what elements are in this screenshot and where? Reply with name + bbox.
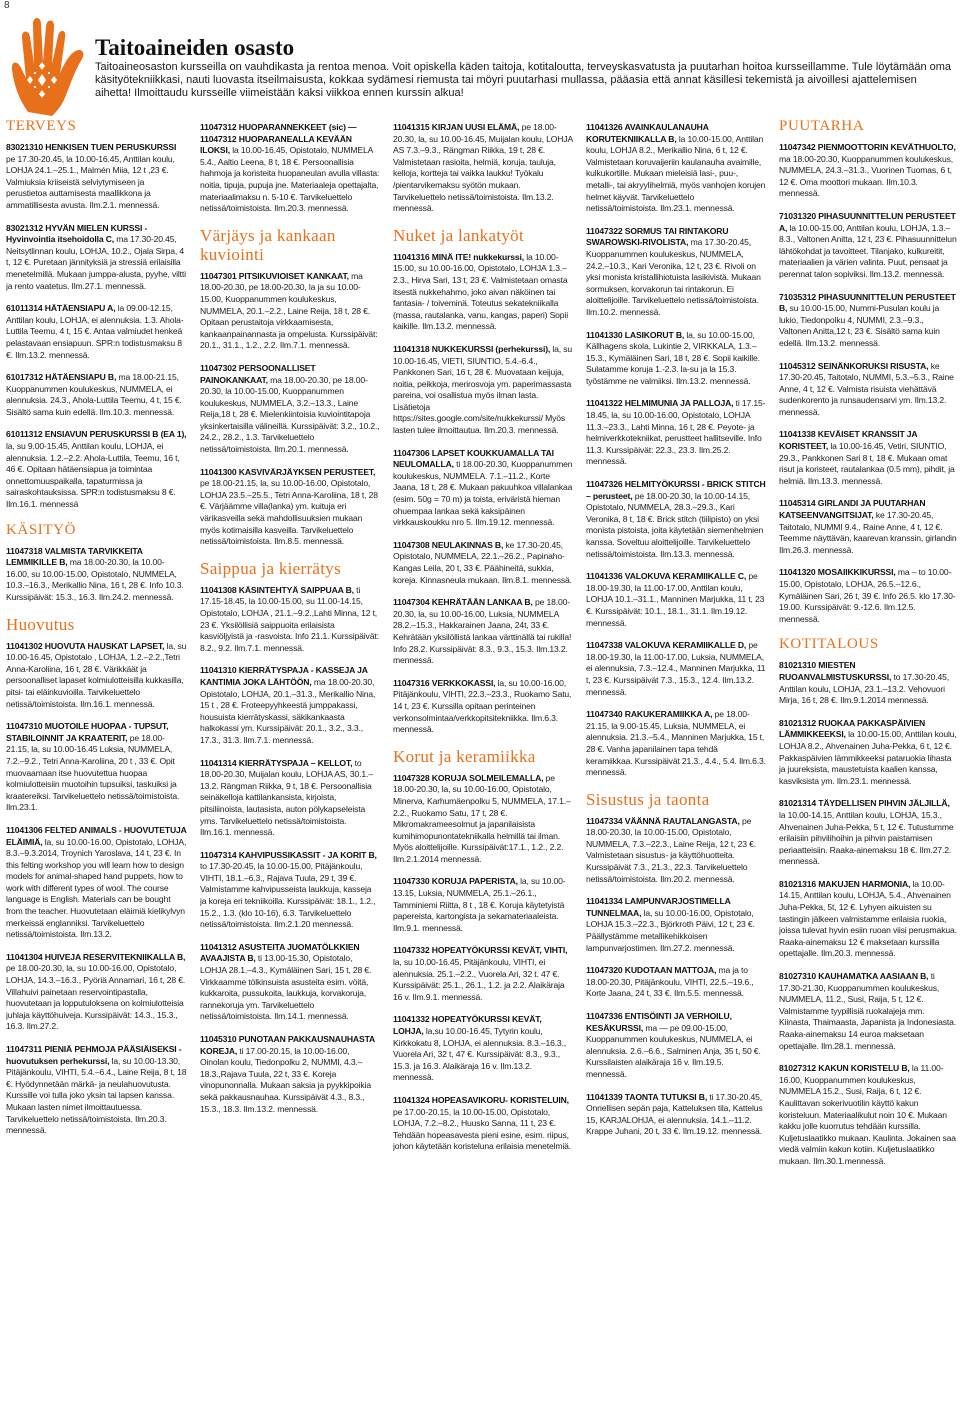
- course-details: la 10.00-16.45, Vetiri, SIUNTIO, 29.3., Pankkonen Sari 8 t, 18 €. Mukaan omat risut ja koristeet, rautalankaa (0.5 mm), pihdit, ja helmiä. Ilm.13.3. mennessä.: [779, 441, 955, 486]
- course-entry: [779, 718, 957, 788]
- course-title: 81027310 KAUHAMATKA AASIAAN B,: [779, 971, 929, 982]
- course-title: 11047330 KORUJA PAPERISTA,: [393, 876, 518, 887]
- course-details: ke 17.30-20.45, Taitotalo, NUMMI 9.4., Raine Anne, 4 t, 12 €. Teemme näyttävän, kaarevan kranssin, girlandin Ilm.26.3. mennessä.: [779, 510, 957, 555]
- course-details: ti 13.00-15.30, Opistotalo, LOHJA 28.1.–4.3., Kymäläinen Sari, 15 t, 28 €. Virkkaamme tölkinsuista asusteita esim. vöitä, kukkaroita, pussukoita, laukkuja, korvakoruja, rannekoruja ym. Tarvikeluettelo netissä/toimistoista. Ilm.14.1. mennessä.: [200, 953, 372, 1022]
- course-title: 11047310 MUOTOILE HUOPAA - TUPSUT, STABILOINNIT JA KRAATERIT,: [6, 721, 169, 743]
- course-entry: [6, 641, 187, 711]
- course-entry: [393, 344, 573, 437]
- course-details: la, su 10.00-16.45, Pitäjänkoulu, VIHTI, ei alennuksia. 25.1.–2.2., Vuorela Ari, 32 t. 47 €. Kurssipäivät: 25.1., 26.1., 1.2. ja 2.2. Alaikäraja 16 v. Ilm.9.1. mennessä.: [393, 957, 565, 1002]
- course-entry: [200, 271, 380, 352]
- course-title: 11041320 MOSAIIKKIKURSSI,: [779, 567, 896, 578]
- section-heading: KOTITALOUS: [779, 636, 879, 653]
- course-title: 11041334 LAMPUNVARJOSTIMELLA TUNNELMAA,: [586, 896, 731, 918]
- course-title: 11041306 FELTED ANIMALS - HUOVUTETUJA ELÄIMIÄ,: [6, 824, 187, 847]
- page-title: Taitoaineiden osasto: [95, 35, 295, 60]
- course-title: 11047338 VALOKUVA KERAMIIKALLE D,: [586, 640, 747, 651]
- course-entry: [586, 1092, 766, 1138]
- course-details: ma 18.00-20.30, pe 18.00-20.30, la 10.00-15.00, Kuoppanummen koulukeskus, NUMMELA, 3.2.–13.3., Laine Reija,18 t, 28 €. Mielenkiintoisia kuviointitapoja yksinkertaisilla välineillä. Kurssipäivät: 3.2., 10.2., 24.2., 28.2., 1.3. Tarvikeluettelo netissä/toimistoista. Ilm.20.1. mennessä.: [200, 374, 380, 455]
- column-5: [779, 115, 957, 1425]
- section-heading: Korut ja keramiikka: [393, 746, 536, 766]
- course-details: la, su 9.00-15.45, Anttilan koulu, LOHJA, ei alennuksia. 1.2.–2.2. Ahola-Luttila, Teemu, 16 t, 46 €. Opitaan hätäensiapua ja toimintaa onnettomuuspaikalla, tapaturmissa ja sairaskohtauksissa. SPR:n todistusmaksu 8 €. Ilm.16.1. mennessä: [6, 441, 180, 510]
- course-entry: [200, 942, 380, 1023]
- column-4: [586, 122, 766, 1425]
- course-title: 11041330 LASIKORUT B,: [586, 329, 685, 340]
- course-title: 11047318 VALMISTA TARVIKKEITA LEMMIKILLE B,: [6, 545, 143, 568]
- course-entry: [586, 226, 766, 319]
- course-entry: [393, 945, 573, 1003]
- course-title: 11047332 HOPEATYÖKURSSI KEVÄT, VIHTI,: [393, 945, 568, 956]
- course-details: ma 17.30-20.45, Kuoppanummen koulukeskus, NUMMELA, 24.2.–10.3., Kari Veronika, 12 t, 23 €. Rivoli on yksi monista kristallihiotuista lasikivistä. Mukaan sormuksen, korvakorun tai rintakorun. Ei aloittelijoille. Tarvikeluettelo netissä/toimistoista. Ilm.10.2. mennessä.: [586, 237, 761, 317]
- course-title: 11047340 RAKUKERAMIIKKA A,: [586, 709, 713, 720]
- course-entry: [779, 971, 957, 1052]
- course-details: ke 17.30-20.45, Taitotalo, NUMMI, 5.3.–5.3., Raine Anne, 4 t, 12 €. Valmista risuista viehättävä sudenkorento ja runsaudensarvi ym. Ilm.13.2. mennessä.: [779, 360, 954, 417]
- section-heading: Värjäys ja kankaan kuviointi: [200, 225, 336, 264]
- course-details: to 17.30-20.45, Anttilan koulu, LOHJA, 23.1.–13.2. Vehovuori Mirja, 16 t, 28 €. Ilm.9.1.2014 mennessä.: [779, 671, 950, 706]
- course-details: ti 17.15-18.45, la, su 10.00-16.00, Opistotalo, LOHJA 11.3.–23.3., Lahti Minna, 16 t, 28 €. Peyote- ja helmiverkkotekniikat, perustteet hallitseville. Info 11.3. Kurssipäivät: 22.3., 23.3. Ilm.25.2. mennessä.: [586, 398, 766, 467]
- course-details: to 18.00-20.30, Muijalan koulu, LOHJA AS, 30.1.–13.2. Rängman Riikka, 9 t, 18 €. Persoonallisia seinäkelloja kattilankansista, kirjoista, pitsiliinoista, lautasista, auton pölykapseleista yms. Tarvikeluettelo netissä/toimistoista. Ilm.16.1. mennessä.: [200, 757, 373, 838]
- course-title: 83021312 HYVÄN MIELEN KURSSI - Hyvinvointia itsehoidolla C,: [6, 222, 148, 245]
- course-details: ma 18.00-20.30, la 10.00-16.00, su 10.00-15.00, Opistotalo, NUMMELA, 10.3.–16.3., Merikallio Nina, 16 t, 28 €. Info 10.3. Kurssipäivät: 15.3., 16.3. Ilm.24.2. mennessä.: [6, 557, 184, 602]
- course-entry: [779, 660, 957, 706]
- column-1: [6, 115, 187, 1425]
- course-details: la 09.00-12.15, Anttilan koulu, LOHJA, ei alennuksia. 1.3. Ahola-Luttila Teemu, 4 t, 15 €. Antaa valmiudet henkeä pelastavaan ensiapuun. SPR:n todistusmaksu 8 €. Ilm.13.2. mennessä.: [6, 303, 184, 360]
- course-entry: [586, 479, 766, 560]
- course-details: la, su 10.00-16.45, Opistotalo , LOHJA, 1.2.–2.2.,Tetri Anna-Karoliina, 16 t, 28 €. Värikkäät ja persoonalliset lapaset kolmiulotteisilla kukkasilla, pitsi- tai eläinkuvioilla. Tarvikeluettelo netissä/toimistoista. Ilm.16.1. mennessä.: [6, 640, 187, 709]
- course-title: 11041326 AVAINKAULANAUHA KORUTEKNIIKALLA B,: [586, 122, 709, 144]
- course-details: la 10.00-15.00, Anttilan koulu, LOHJA 8.2., Ahvenainen Juha-Pekka, 6 t, 12 €. Pakkaspäivien lämmikkeeksi pataruokia lihasta ja juureksista, maustetuista kaalien kanssa, kasviksista ym. Ilm.23.1. mennessä.: [779, 729, 957, 786]
- course-details: ti 17.30-21.30, Kuoppanummen koulukeskus, NUMMELA, 11.2., Susi, Raija, 5 t, 12 €. Valmistamme tyypillisiä ruokalajeja mm. Kiinasta, Thaimaasta, Japanista ja Indonesiasta. Raaka-ainemaksu 14 euroa maksetaan opettajalle. Ilm.28.1. mennessä.: [779, 971, 957, 1051]
- course-entry: [393, 876, 573, 934]
- course-entry: [586, 122, 766, 215]
- course-entry: [393, 540, 573, 586]
- course-details: pe 18.00-20.30, la 10.00-14.15, Opistotalo, NUMMELA, 28.3.–29.3., Kari Veronika, 8 t, 18 €. Brick stitch (tiilipisto) on yksi monista pistoista, joita käytetään siemenhelmien kanssa. Soveltuu aloittelijoille. Tarvikeluettelo netissä/toimistoista. Ilm.13.3. mennessä.: [586, 490, 764, 559]
- course-title: 11047328 KORUJA SOLMEILEMALLA,: [393, 772, 544, 783]
- course-details: ma 18.00-20.30, Opistotalo, LOHJA, 20.1.–31.3., Merikallio Nina, 15 t , 28 €. Froteepyyhkeestä jumppakassi, housuista kierrätyskassi, säkikankaasta halkokassi ym. Kurssipäivät: 20.1., 3.2., 3.3., 17.3., 31.3. Ilm.7.1. mennessä.: [200, 676, 376, 745]
- course-entry: [393, 448, 573, 529]
- course-title: 11047302 PERSOONALLISET PAINOKANKAAT,: [200, 362, 316, 385]
- course-details: ti 17.30-20.45, Onnellisen sepän paja, Katteluksen tila, Kattelus 15, KARJALOHJA, ei alennuksia. 14.1.–11.2. Krappe Juhani, 20 t, 33 €. Ilm.19.12. mennessä.: [586, 1091, 763, 1137]
- course-entry: [6, 429, 187, 510]
- course-title: 11047311 PIENIÄ PEHMOJA PÄÄSIÄISEKSI - huovutuksen perhekurssi,: [6, 1044, 182, 1066]
- course-entry: [6, 372, 187, 418]
- course-details: ma 17.30-20.45, Neitsytlinnan koulu, LOHJA, 10.2., Ojala Sirpa, 4 t, 12 €. Puretaan jännityksiä ja stressiä erilaisilla menetelmillä. Mukaan jumppa-alusta, pyyhe, viltti ja rento vaatetus. Ilm.27.1. mennessä.: [6, 234, 186, 291]
- course-entry: [586, 709, 766, 779]
- course-details: ma 18.00-21.15, Kuoppanummen koulukeskus, NUMMELA, ei alennuksia. 24.3., Ahola-Luttila Teemu, 4 t, 15 €. Sisältö sama kuin edellä. Ilm.10.3. mennessä.: [6, 372, 182, 417]
- course-details: pe 18.00-21.15, la, su 10.00-16.45 Luksia, NUMMELA, 7.2.–9.2., Tetri Anna-Karoliina, 20 t , 33 €. Opit muovaamaan itse huovutettua huopaa kolmiulotteisiin muotoihin tupsuiksi, taskuiksi ja kraatereiksi. Tarvikeluettelo netissä/toimistoista. Ilm.23.1.: [6, 732, 180, 813]
- course-title: 11041318 NUKKEKURSSI (perhekurssi),: [393, 343, 551, 354]
- course-title: 61017312 HÄTÄENSIAPU B,: [6, 372, 117, 383]
- course-title: 11041315 KIRJAN UUSI ELÄMÄ,: [393, 122, 520, 132]
- course-entry: [393, 1095, 573, 1153]
- course-title: 11047304 KEHRÄTÄÄN LANKAA B,: [393, 597, 533, 608]
- course-entry: [200, 585, 380, 655]
- course-details: pe 18.00-21.15, la, su 10.00-16.00, Opistotalo, LOHJA 23.5.–25.5., Tetri Anna-Karoliina, 18 t, 28 €. Värjäämme villa(lanka) ym. kuituja eri värikasveilla sekä mahdollisuuksien mukaan myös kotimaisilla kasveilla. Tarvikeluettelo netissä/toimistoista. Ilm.8.5. mennessä.: [200, 478, 378, 547]
- course-entry: [586, 571, 766, 629]
- course-title: 61011312 ENSIAVUN PERUSKURSSI B (EA 1),: [6, 429, 187, 440]
- course-details: ti 17.00-20.15, la 10.00-16.00, Oinolan koulu, Tiedonpolku 2, NUMMI, 4.3.–18.3.,Rajava Tuula, 22 t, 33 €. Koreja vinopunonnalla. Mukaan saksia ja pyykkipoikia sekä pakkausnauhaa. Kurssipäivät 4.3., 8.3., 15.3., 18.3. Ilm.13.2. mennessä.: [200, 1045, 371, 1114]
- course-title: 11041336 VALOKUVA KERAMIIKALLE C,: [586, 571, 747, 582]
- course-details: pe 18.00-20.30, la, su 10.00-16.45, Muijalan koulu, LOHJA AS 7.3.–9.3., Rängman Riikka, 19 t, 28 €. Valmistetaan rasioita, helmiä, koruja, tauluja, kelloja, kortteja tai vaikka laukku! Työkalu /pientarvikemaksu syötön mukaan. Tarvikeluettelo netissä/toimistoista. Ilm.13.2. mennessä.: [393, 122, 573, 214]
- section-heading: Sisustus ja taonta: [586, 789, 710, 809]
- course-entry: [6, 952, 187, 1033]
- course-entry: [779, 292, 957, 350]
- course-details: la 10.00-14.15, Anttilan koulu, LOHJA, 15.3., Ahvenainen Juha-Pekka, 5 t, 12 €. Tutustumme erilaisiin pihvilihoihin ja pihvin paistamisen periaatteisiin. Raaka-ainemaksu 18 €. Ilm.27.2. mennessä.: [779, 809, 954, 867]
- course-entry: [6, 546, 187, 604]
- course-details: ma — pe 09.00-15.00, Kuoppanummen koulukeskus, NUMMELA, ei alennuksia. 2.6.–6.6., Salminen Anja, 35 t, 50 €. Kurssilaisten alaikäraja 16 v. Ilm.19.5. mennessä.: [586, 1022, 761, 1079]
- course-title: 11047334 VÄÄNNÄ RAUTALANGASTA,: [586, 815, 740, 826]
- course-entry: [779, 567, 957, 625]
- course-details: pe 18.00-21.15, la 9.00-15.45, Luksia, NUMMELA, ei alennuksia. 21.3.–5.4., Manninen Marjukka, 15 t, 28 €. Vanha japanilainen tapa tehdä keramiikkaa. Kurssipäivät 21.3., 4.4., 5.4. Ilm.6.3. mennessä.: [586, 709, 766, 778]
- course-entry: [6, 303, 187, 361]
- course-details: pe 18.00-20.30, la, su 10.00-16.00, Opistotalo, LOHJA, 14.3.–16.3., Pyöriä Annamari, 16 t, 28 €. Villahuivi painetaan reservointipastalla, huovutetaan ja lopputuloksena on kolmiulotteisia juhlaja käyttöhuiveja. Kurssipäivät: 14.3., 15.3., 16.3. Ilm.27.2.: [6, 963, 186, 1032]
- course-title: 11047322 SORMUS TAI RINTAKORU SWAROWSKI-RIVOLISTA,: [586, 225, 729, 248]
- course-title: 81021316 MAKUJEN HARMONIA,: [779, 878, 911, 889]
- course-entry: [779, 798, 957, 868]
- course-title: 11041310 KIERRÄTYSPAJA - KASSEJA JA KANTIMIA JOKA LÄHTÖÖN,: [200, 665, 368, 687]
- course-details: la 10.00-16.45, Opistotalo, NUMMELA 5.4., Aaltio Leena, 8 t, 18 €. Persoonallisia hahmoja ja koristeita huopaneulan avulla villasta: noitia, tipuja, pupuja jne. Materiaaleja opettajalta, materiaalimaksu n. 5-10 €. Tarvikeluettelo netissä/toimistoista. Ilm.20.3. mennessä.: [200, 145, 380, 214]
- course-details: pe 18.00-19.30, la 11.00-17.00, Luksia, NUMMELA, ei alennuksia, 7.3.–12.4., Manninen Marjukka, 11 t, 23 €. Kurssipäivät 7.3., 15.3., 12.4. Ilm.13.2. mennessä.: [586, 640, 766, 697]
- course-title: 11041300 KASVIVÄRJÄYKSEN PERUSTEET,: [200, 466, 376, 477]
- course-details: la 10.00-15.00, su 10.00-16.00, Opistotalo, LOHJA 1.3.–2.3., Hirva Sari, 13 t, 23 €. Valmistetaan omasta itsestä nukkehahmo, joko aivan näköinen tai fantasia- / toiveminä. Toteutus sekatekniikalla (massa, rautalanka, vanu, kangas, paperi) Sopii kaikille. Ilm.13.2. mennessä.: [393, 251, 568, 332]
- course-details: la, su 10.00-16.00, Pitäjänkoulu, VIHTI, 22.3.–23.3., Ruokamo Satu, 14 t, 23 €. Kurssilla opitaan perinteinen verkonsolmintaa/verkkopitsitekniikka. Ilm.6.3. mennessä.: [393, 677, 572, 735]
- course-entry: [393, 773, 573, 866]
- course-entry: [200, 758, 380, 839]
- course-details: pe 18.00-20.30, la, su 10.00-16.00, Luksia, NUMMELA 28.2.–15.3., Hakkarainen Jaana, 24t, 33 €. Kehrätään yksilöllistä lankaa värttinällä tai rukilla! Info 28.2. Kurssipäivät: 8.3., 9.3., 15.3. Ilm.13.2. mennessä.: [393, 597, 572, 666]
- section-heading: PUUTARHA: [779, 118, 865, 134]
- course-title: 11041322 HELMIMUNIA JA PALLOJA,: [586, 398, 734, 409]
- course-entry: [393, 122, 573, 215]
- course-entry: [779, 498, 957, 556]
- page-header: [95, 36, 955, 100]
- course-details: ma ja to 18.00-20.30, Pitäjänkoulu, VIHTI, 22.5.–19.6., Korte Jaana, 24 t, 33 €. Ilm.5.5. mennessä.: [586, 965, 754, 999]
- course-title: 11041304 HUIVEJA RESERVITEKNIIKALLA B,: [6, 951, 186, 962]
- course-entry: [6, 721, 187, 814]
- course-details: pe 17.00-20.15, la 10.00-15.00, Opistotalo, LOHJA, 7.2.–8.2., Huusko Sanna, 11 t, 23 €. Tehdään hopeasavesta pieni esine, esim. riipus, johon käytetään koristeluna erilaisia menetelmiä.: [393, 1106, 571, 1152]
- column-3: [393, 122, 573, 1425]
- course-details: ti 17.15-18.45, la 10.00-15.00, su 11.00-14.15, Opistotalo, LOHJA , 21.1.–9.2.,Lahti Minna, 12 t, 23 €. Yksilöllisiä saippuoita erilaisista kasviöljyistä ja -rasvoista. Info 21.1. Kurssipäivät: 8.2., 9.2. Ilm.7.1. mennessä.: [200, 584, 379, 653]
- course-details: to 17.30-20.45, la 10.00-15.00, Pitäjänkoulu, VIHTI, 18.1.–6.3., Rajava Tuula, 29 t, 39 €. Valmistamme kahvipusseista laukkuja, kasseja ja koreja eri tekniikoilla. Kurssipäivät: 18.1., 1.2., 15.2., 1.3. (klo 10-16), 6.3. Tarvikeluettelo netissä/toimistoista. Ilm.2.1.20 mennessä.: [200, 861, 376, 930]
- course-details: la, su 10.00-15.00, Källhagens skola, Lukintie 2, VIRKKALA, 1.3.–15.3., Kymäläinen Sari, 18 t, 28 €. Sopii kaikille. Sulatamme koruja 1.-2.3. la-su ja la 15.3. työstämme ne valmiiksi. Ilm.13.2. mennessä.: [586, 329, 760, 386]
- course-details: la 11.00-16.00, Kuoppanummen koulukeskus, NUMMELA 15.2., Susi, Raija, 6 t, 12 €. Kaulittavan sokerivuotilin käyttö kakun koristeluun. Materiaalikulut noin 10 €. Mukaan kakku jolle kuorrutus tehdään kurssilla. Kuljetuslaatikko mukaan. Kaulinta. Jokainen saa viedä valmiin kakun kotiin. Kuljetuslaatikko mukaan. Ilm.30.1.mennessä.: [779, 1063, 956, 1166]
- course-entry: [200, 665, 380, 746]
- course-entry: [200, 1034, 380, 1115]
- section-heading: Huovutus: [6, 614, 75, 634]
- course-title: 81021314 TÄYDELLISEN PIHVIN JÄLJILLÄ,: [779, 798, 950, 809]
- course-entry: [393, 597, 573, 667]
- course-entry: [586, 1011, 766, 1081]
- course-entry: [6, 223, 187, 293]
- course-entry: [393, 1014, 573, 1084]
- course-entry: [6, 142, 187, 212]
- course-entry: [779, 429, 957, 487]
- course-entry: [779, 361, 957, 419]
- course-title: 11047308 NEULAKINNAS B,: [393, 539, 504, 550]
- course-title: 11047306 LAPSET KOUKKUAMALLA TAI NEULOMALLA,: [393, 447, 554, 470]
- course-details: pe 18.00-20.30, la, su 10.00-16.00, Opistotalo, Minerva, Karhumäenpolku 5, NUMMELA, 17.1.–2.2., Ruokamo Satu, 17 t, 28 €. Mikromakrameesolmut ja japanilaisista kumihimopunontatekniikalla helmillä tai ilman. Myös aloittelijoille. Kurssipäivät:17.1., 1.2., 2.2. Ilm.2.1.2014 mennessä.: [393, 772, 571, 864]
- course-title: 11045310 PUNOTAAN PAKKAUSNAUHASTA KOREJA,: [200, 1034, 375, 1056]
- course-entry: [586, 965, 766, 1000]
- course-details: pe 18.00-20.30, la 10.00-15.00, Opistotalo, NUMMELA, 7.3.–22.3., Laine Reija, 12 t, 23 €. Valmistetaan sisustus- ja käyttöhuotteita. Kurssipäivät 7.3., 21.3., 22.3. Tarvikeluettelo netissä/toimistoista. Ilm.20.2. mennessä.: [586, 815, 756, 884]
- course-title: 11041316 MINÄ ITE! nukkekurssi,: [393, 251, 525, 262]
- course-details: pe 18.00-19.30, la 11.00-17.00, Anttilan koulu, LOHJA 10.1.–31.1., Manninen Marjukka, 11 t, 23 €. Kurssipäivät: 10.1., 18.1., 31.1. Ilm.19.12. mennessä.: [586, 571, 765, 628]
- course-title: 11041302 HUOVUTA HAUSKAT LAPSET,: [6, 640, 165, 651]
- course-entry: [6, 825, 187, 941]
- column-2: [200, 122, 380, 1425]
- course-details: ti 18.00-20.30, Kuoppanummen koulukeskus, NUMMELA. 7.1.–11.2., Korte Jaana, 18 t, 28 €. Mukaan pakuuhkoa villalankaa (esim. 50g = 70 m) ja toista, eriväristä hieman ohuempaa lankaa sekä kaksipäinen virkkauskoukku nro 5. Ilm.19.12. mennessä.: [393, 459, 573, 528]
- course-entry: [779, 879, 957, 960]
- course-entry: [200, 850, 380, 931]
- section-heading: Nuket ja lankatyöt: [393, 225, 524, 245]
- course-entry: [586, 398, 766, 468]
- course-details: la 10.00-14.15, Anttilan koulu, LOHJA, 5.4., Ahvenainen Juha-Pekka, 5t, 12 €. Lyhyen aikuisten su tastingin jälkeen valmistamme erilaisia ruokia, joissa tulevat hyvin esiin ruoan viisi perusmakua. Raaka-ainemaksu 12 € maksetaan kurssilla opettajalle. Ilm.20.3. mennessä.: [779, 878, 957, 959]
- course-details: ma 18.00-20.30, Kuoppanummen koulukeskus, NUMMELA, 24.3.–31.3., Vuorinen Tuomas, 6 t, 12 €. Oma moottori mukaan. Ilm.10.3. mennessä.: [779, 153, 953, 199]
- course-details: la, su 10.00-13.15, Luksia, NUMMELA, 25.1.–26.1., Tamminiemi Riitta, 8 t , 18 €. Koruja käytetyistä papereista, kartongista ja sekamateriaaleista. Ilm.9.1. mennessä.: [393, 876, 566, 933]
- course-title: 11047336 ENTISÖINTI JA VERHOILU, KESÄKURSSI,: [586, 1011, 732, 1033]
- course-entry: [586, 816, 766, 886]
- page-number: 8: [4, 0, 10, 11]
- course-title: 81021312 RUOKAA PAKKASPÄIVIEN LÄMMIKKEEKSI,: [779, 717, 926, 740]
- section-heading: TERVEYS: [6, 118, 77, 134]
- section-heading: Saippua ja kierrätys: [200, 558, 342, 578]
- course-title: 11047326 HELMITYÖKURSSI - BRICK STITCH – perusteet,: [586, 479, 766, 501]
- course-entry: [779, 211, 957, 281]
- course-details: ma – to 10.00-15.00, Opistotalo, LOHJA, 26.5.–12.6., Kymäläinen Sari, 26 t, 39 €. Info 26.5. klo 17.30-19.00. Kurssipäivät: 9.-12.6. Ilm.12.5. mennessä.: [779, 567, 956, 624]
- course-details: la, su 10.00-13.30, Pitäjänkoulu, VIHTI, 5.4.–6.4., Laine Reija, 8 t, 18 €. Hyödynnetään märkä- ja neulahuovutusta. Kurssille voi tulla joko yksin tai lapsen kanssa. Mukaan lasten nimet ilmoittautuessa. Tarvikeluettelo netissä/toimistoista. Ilm.20.3. mennessä.: [6, 1055, 187, 1136]
- course-title: 11041308 KÄSINTEHTYÄ SAIPPUAA B,: [200, 584, 354, 595]
- course-entry: [6, 1044, 187, 1137]
- intro-text: Taitoaineosaston kursseilla on vauhdikasta ja rentoa menoa. Voit opiskella käden taitoja, kotitaloutta, terveyskasvatusta ja puutarhan hoitoa kursseillamme. Tule löytämään oma käsityötekniikkasi, nauti luovasta itseilmaisusta, kokkaa sydämesi riemusta tai möyri puutarhasi mullassa, pääasia että annat käsillesi tekemistä ja aivoillesi ajattelemisen aihetta! Ilmoittaudu kursseille viimeistään kaksi viikkoa ennen kurssin alkua!: [95, 61, 952, 99]
- course-title: 81021310 MIESTEN RUOANVALMISTUSKURSSI,: [779, 660, 892, 682]
- course-details: la 10.00-15.00, Anttilan koulu, LOHJA, 1.3.–8.3., Valtonen Anitta, 12 t, 23 €. Pihasuunnittelun lähtökohdat ja tavoitteet. Tilanjako, kulkureitit, materiaalien ja värien valinta. Puut, pensaat ja perennat talon sopiviksi. Ilm.13.2. mennessä.: [779, 222, 957, 279]
- course-entry: [586, 896, 766, 954]
- course-title: 83021310 HENKISEN TUEN PERUSKURSSI: [6, 142, 177, 152]
- course-entry: [200, 122, 380, 215]
- course-details: la, su 10.00-16.00, Opistotalo, LOHJA 15.3.–22.3., Björkroth Päivi, 12 t, 23 €. Päällystämme metallikehikkoisen lampunvarjostimen. Ilm.27.2. mennessä.: [586, 907, 755, 953]
- course-entry: [779, 1063, 957, 1167]
- course-title: 11041339 TAONTA TUTUKSI B,: [586, 1091, 708, 1102]
- course-details: ma 18.00-20.30, pe 18.00-20.30, la ja su 10.00-15.00, Kuoppanummen koulukeskus, NUMMELA, 20.1.–2.2., Laine Reija, 18 t, 28 €. Opitaan perustaitoja virkkaamisesta, kankaanpainannasta ja ompelusta. Kurssipäivät: 20.1., 31.1., 1.2., 2.2. Ilm.7.1. mennessä.: [200, 270, 378, 351]
- course-entry: [393, 678, 573, 736]
- course-details: pe 17.30-20.45, la 10.00-16.45, Anttilan koulu, LOHJA 24.1.–25.1., Malmén Miia, 12 t ,23 €. Valmiuksia kriiseistä selviytymiseen ja perustietoa auttamisesta maallikkona ja ammatillisesta avusta. Ilm.2.1. mennessä.: [6, 153, 175, 210]
- course-title: 11041324 HOPEASAVIKORU- KORISTELUIN,: [393, 1094, 569, 1105]
- course-details: la,su 10.00-16.45, Tytyrin koulu, Kirkkokatu 8, LOHJA, ei alennuksia. 8.3.–16.3., Vuorela Ari, 32 t, 47 €. Kurssipäivät: 8.3., 9.3., 15.3. ja 16.3. Alaikäraja 16 v. Ilm.13.2. mennessä.: [393, 1026, 567, 1083]
- section-heading: KÄSITYÖ: [6, 521, 77, 538]
- course-entry: [200, 467, 380, 548]
- course-title: 11047342 PIENMOOTTORIN KEVÄTHUOLTO,: [779, 142, 956, 152]
- course-title: 11041332 HOPEATYÖKURSSI KEVÄT, LOHJA,: [393, 1014, 542, 1036]
- course-title: 11041338 KEVÄISET KRANSSIT JA KORISTEET,: [779, 429, 918, 452]
- course-title: 11047312 HUOPARANNEKKEET (sic) — 11047312 HUOPARANEALLA KEVÄÄN ILOKSI,: [200, 122, 357, 156]
- course-title: 81027312 KAKUN KORISTELU B,: [779, 1063, 910, 1074]
- course-title: 11047301 PITSIKUVIOISET KANKAAT,: [200, 270, 349, 281]
- orange-hand-icon: [8, 14, 94, 118]
- course-entry: [779, 142, 957, 200]
- course-title: 61011314 HÄTÄENSIAPU A,: [6, 303, 116, 314]
- course-title: 11047316 VERKKOKASSI,: [393, 677, 496, 688]
- course-entry: [393, 252, 573, 333]
- course-details: la, su 10.00-16.45, VIETI, SIUNTIO, 5.4.-6.4., Pankkonen Sari, 16 t, 28 €. Muovataan keijuja, noitia, peikkoja, merirosvoja ym. paperimassasta pareina, voi osallistua myös ilman lasta. Lisätietoja https://sites.google.com/site/nukkekurssi/ Myös lasten tulee ilmoittautua. Ilm.20.3. mennessä.: [393, 343, 573, 436]
- course-title: 11041314 KIERRÄTYSPAJA – KELLOT,: [200, 757, 353, 768]
- course-entry: [586, 330, 766, 388]
- course-entry: [200, 363, 380, 456]
- course-details: ke 17.30-20.45, Opistotalo, NUMMELA, 22.1.–26.2., Papinaho-Kangas Leila, 20 t, 33 €. Päähineitä, sukkia, koreja. Kinnasneula mukaan. Ilm.8.1. mennessä.: [393, 539, 572, 585]
- course-entry: [586, 640, 766, 698]
- course-title: 11047314 KAHVIPUSSIKASSIT - JA KORIT B,: [200, 849, 377, 860]
- course-details: la, su 10.00-16.00, Opistotalo, LOHJA, 8.3.–9.3.2014, Troynich Yaroslava, 14 t, 23 €. In this felting workshop you will learn how to design models for animal-shaped hand puppets, how to work with different types of wool. The course language is English. Materials can be bought from the teacher. Huovutetaan eläimiä kielikylvyn merkeissä englanniksi. Tarvikeluettelo netissä/toimistoista. Ilm.13.2.: [6, 836, 187, 940]
- course-title: 11041312 ASUSTEITA JUOMATÖLKKIEN AVAAJISTA B,: [200, 941, 360, 964]
- course-title: 71035312 PIHASUUNNITTELUN PERUSTEET B,: [779, 291, 956, 314]
- course-title: 11045314 GIRLANDI JA PUUTARHAN KATSEENVANGITSIJAT,: [779, 498, 926, 521]
- course-title: 11045312 SEINÄNKORUKSI RISUSTA,: [779, 360, 929, 371]
- course-title: 71031320 PIHASUUNNITTELUN PERUSTEET A,: [779, 210, 956, 233]
- course-title: 11047320 KUDOTAAN MATTOJA,: [586, 965, 717, 976]
- course-details: su 10.00-15.00, Nummi-Pusulan koulu ja lukio, Tiedonpolku 4, NUMMI, 2.3.–9.3., Valtonen Anitta,12 t, 23 €. Sisältö sama kuin edellä. Ilm.13.2. mennessä.: [779, 303, 940, 348]
- course-details: la 10.00-15.00, Anttilan koulu, LOHJA 8.2., Merikallio Nina, 6 t, 12 €. Valmistetaan koruvaijeriin kaulanauha avaimille, kulkukortille. Mukaan mieleisiä lasi-, puu-, metalli-, tai akryylihelmiä, myös vanhojen korujen helmet käyvät. Tarvikeluettelo netissä/toimistoista. Ilm.23.1. mennessä.: [586, 133, 766, 214]
